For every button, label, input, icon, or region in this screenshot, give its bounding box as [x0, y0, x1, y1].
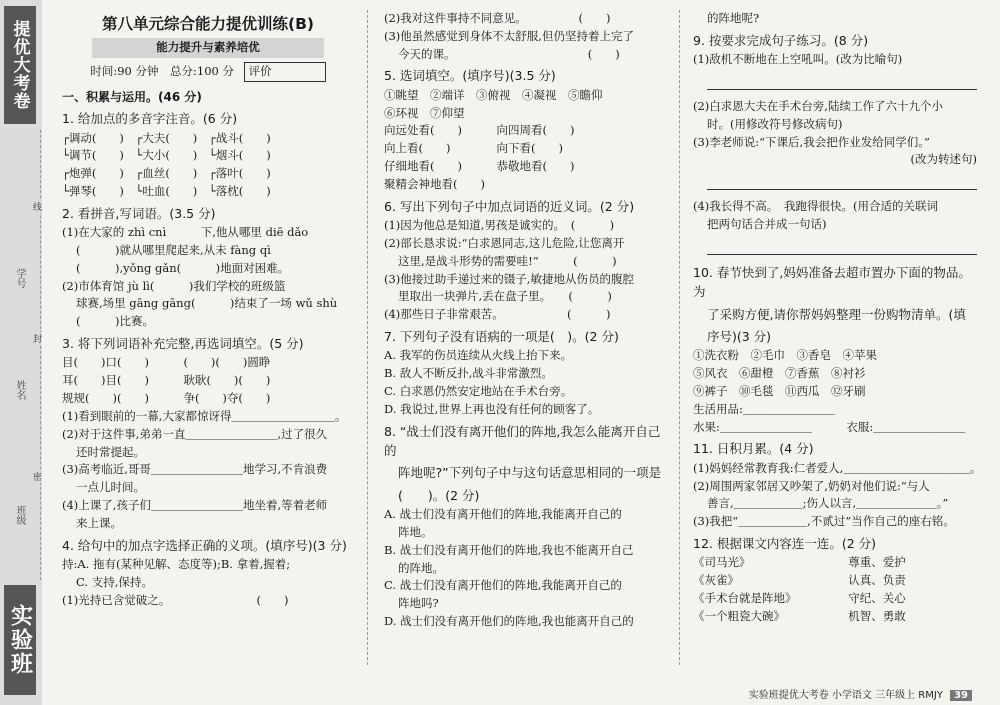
score-box[interactable] — [244, 62, 326, 82]
question-line: A. 我军的伤员连续从火线上抬下来。 — [384, 348, 573, 363]
question-line: (4)上课了,孩子们＿＿＿＿＿＿＿＿地坐着,等着老师 — [62, 497, 328, 512]
question-line: 《灰雀》 认真、负责 — [693, 573, 906, 588]
question-stem: 2. 看拼音,写词语。(3.5 分) — [62, 205, 216, 221]
column-3 — [693, 10, 982, 626]
page-title: 第八单元综合能力提优训练(B) — [102, 15, 314, 33]
exam-meta — [62, 62, 354, 82]
question-line: (3)他接过助手递过来的镊子,敏捷地从伤员的腹腔 — [384, 271, 634, 286]
question-line: (1)因为他总是知道,男孩是诚实的。 ( ) — [384, 218, 615, 233]
side-binding-strip — [0, 0, 42, 705]
column-divider — [679, 10, 680, 665]
question-line: (2)部长恳求说:“白求恩同志,这儿危险,让您离开 — [384, 235, 625, 250]
question-line: (2)我对这件事持不同意见。 ( ) — [384, 11, 611, 25]
column-1-body — [62, 88, 354, 610]
question-line: (2)市体育馆 jù lì( )我们学校的班级篮 — [62, 278, 286, 293]
question-line: 水果:＿＿＿＿＿＿＿＿ 衣服:＿＿＿＿＿＿＿＿ — [693, 419, 966, 434]
question-line: (4)我长得不高。 我跑得很快。(用合适的关联词 — [693, 199, 939, 214]
question-line: 向远处看( ) 向四周看( ) — [384, 123, 575, 138]
question-line: (3)李老师说:“下课后,我会把作业发给同学们。” — [693, 134, 930, 149]
column-2-body — [384, 10, 666, 631]
question-line: 球赛,场里 gāng gāng( )结束了一场 wǔ shù — [76, 296, 338, 311]
answer-line[interactable] — [707, 169, 977, 190]
question-line: (改为转述句) — [910, 152, 977, 167]
page-number: 39 — [950, 690, 972, 701]
question-line: C. 白求恩仍然安定地站在手术台旁。 — [384, 383, 573, 398]
question-line: 生活用品:＿＿＿＿＿＿＿＿ — [693, 401, 835, 416]
question-stem: 9. 按要求完成句子练习。(8 分) — [693, 32, 869, 48]
question-line: ┌调动( ) ┌大夫( ) ┌战斗( ) — [62, 130, 271, 145]
question-line: ⑥环视 ⑦仰望 — [384, 105, 465, 120]
section-heading: 一、积累与运用。(46 分) — [62, 89, 202, 104]
brand-label-top: 提优大考卷 — [4, 6, 36, 124]
student-id-field: 学号 — [14, 268, 25, 288]
student-name-field: 姓名 — [14, 380, 25, 400]
question-stem: 序号)(3 分) — [707, 329, 772, 344]
seal-mark-dense: 密 — [33, 470, 42, 483]
question-line: ①眺望 ②端详 ③俯视 ④凝视 ⑤瞻仰 — [384, 87, 603, 102]
question-line: D. 我说过,世界上再也没有任何的顾客了。 — [384, 401, 600, 416]
question-line: 来上课。 — [76, 515, 122, 530]
question-line: (3)高考临近,哥哥＿＿＿＿＿＿＿＿地学习,不肯浪费 — [62, 462, 328, 477]
question-line: C. 支持,保持。 — [76, 574, 153, 589]
question-line: 持:A. 拖有(某种见解、态度等);B. 拿着,握着; — [62, 556, 291, 571]
question-stem: 3. 将下列词语补充完整,再选词填空。(5 分) — [62, 336, 304, 352]
question-line: ┌炮弹( ) ┌血丝( ) ┌落叶( ) — [62, 166, 271, 181]
question-line: ①洗衣粉 ②毛巾 ③香皂 ④苹果 — [693, 348, 877, 363]
question-stem: 1. 给加点的多音字注音。(6 分) — [62, 111, 238, 127]
question-line: 把两句话合并成一句话) — [707, 217, 827, 232]
question-line: (4)那些日子非常艰苦。 ( ) — [384, 307, 611, 322]
column-1 — [62, 10, 354, 609]
page-footer — [749, 686, 972, 701]
question-stem: 6. 写出下列句子中加点词语的近义词。(2 分) — [384, 198, 635, 214]
question-line: ⑤风衣 ⑥甜橙 ⑦香蕉 ⑧衬衫 — [693, 366, 866, 381]
question-line: └弹琴( ) └吐血( ) └落枕( ) — [62, 184, 271, 199]
page-subtitle: 能力提升与素养培优 — [92, 38, 324, 58]
question-line: 耳( )目( ) 耿耿( )( ) — [62, 373, 271, 388]
question-stem: 7. 下列句子没有语病的一项是( )。(2 分) — [384, 328, 619, 344]
question-line: 《司马光》 尊重、爱护 — [693, 555, 906, 570]
question-line: 还时常提起。 — [76, 444, 145, 459]
question-line: (1)光持已含觉破之。 ( ) — [62, 592, 289, 607]
question-line: (1)看到眼前的一幕,大家都惊讶得＿＿＿＿＿＿＿＿＿。 — [62, 408, 347, 423]
question-line: 仔细地看( ) 恭敬地看( ) — [384, 159, 575, 174]
question-stem: 11. 日积月累。(4 分) — [693, 441, 814, 457]
question-line: (2)白求恩大夫在手术台旁,陆续工作了六十九个小 — [693, 99, 943, 113]
question-line: └调节( ) └大小( ) └烟斗( ) — [62, 148, 271, 163]
column-3-body — [693, 10, 982, 626]
question-line: C. 战士们没有离开他们的阵地,我能离开自己的 — [384, 578, 622, 593]
question-line: (1)敌机不断地在上空吼叫。(改为比喻句) — [693, 52, 903, 67]
column-2 — [384, 10, 666, 631]
question-line: (2)对于这件事,弟弟一直＿＿＿＿＿＿＿＿,过了很久 — [62, 426, 328, 441]
answer-line[interactable] — [707, 69, 977, 90]
question-line: 规规( )( ) 争( )夺( ) — [62, 391, 271, 406]
column-divider — [367, 10, 368, 665]
question-line: 《手术台就是阵地》 守纪、关心 — [693, 591, 906, 606]
question-stem: 12. 根据课文内容连一连。(2 分) — [693, 536, 877, 552]
question-line: ( )比赛。 — [76, 314, 154, 329]
question-stem: ( )。(2 分) — [398, 487, 480, 503]
question-line: ( ),yǒng gǎn( )地面对困难。 — [76, 260, 290, 275]
question-line: (1)妈妈经常教育我:仁者爱人,＿＿＿＿＿＿＿＿＿＿＿。 — [693, 460, 982, 475]
question-line: 阵地。 — [398, 524, 433, 539]
question-stem: 阵地呢?”下列句子中与这句话意思相同的一项是 — [398, 465, 662, 481]
question-line: 这里,是战斗形势的需要哇!” ( ) — [398, 253, 617, 268]
question-line: A. 战士们没有离开他们的阵地,我能离开自己的 — [384, 507, 622, 522]
question-line: 时。(用修改符号修改病句) — [707, 116, 843, 131]
score-label: 评价 — [248, 63, 272, 78]
seal-mark-seal: 封 — [33, 332, 42, 345]
question-stem: 5. 选词填空。(填序号)(3.5 分) — [384, 68, 556, 84]
answer-line[interactable] — [707, 234, 977, 255]
question-stem: 了采购方便,请你帮妈妈整理一份购物清单。(填 — [707, 306, 966, 322]
question-line: D. 战士们没有离开他们的阵地,我也能离开自己的 — [384, 613, 634, 628]
question-line: 阵地吗? — [398, 596, 439, 611]
cut-line — [40, 130, 41, 580]
question-line: 的阵地。 — [398, 560, 444, 575]
question-line: ( )就从哪里爬起来,从未 fàng qì — [76, 243, 271, 258]
question-line: 聚精会神地看( ) — [384, 176, 485, 191]
question-line: 一点儿时间。 — [76, 480, 145, 495]
question-line: (1)在大家的 zhì cnì 下,他从哪里 diē dǎo — [62, 225, 309, 240]
question-line: B. 战士们没有离开他们的阵地,我也不能离开自己 — [384, 542, 634, 557]
seal-mark-line: 线 — [33, 200, 42, 213]
question-line: ⑨裤子 ⑩毛毯 ⑪西瓜 ⑫牙刷 — [693, 384, 866, 398]
question-stem: 10. 春节快到了,妈妈准备去超市置办下面的物品。为 — [693, 264, 971, 300]
question-line: (3)我把“＿＿＿＿＿＿,不贰过”当作自己的座右铭。 — [693, 514, 955, 529]
time-score-text: 时间:90 分钟 总分:100 分 — [90, 63, 234, 78]
question-line: 的阵地呢? — [707, 11, 760, 25]
question-stem: 4. 给句中的加点字选择正确的义项。(填序号)(3 分) — [62, 537, 347, 553]
class-field: 班级 — [14, 505, 25, 525]
question-line: (3)他虽然感觉到身体不太舒服,但仍坚持着上完了 — [384, 28, 634, 43]
question-line: (2)周围两家邻居又吵架了,奶奶对他们说:“与人 — [693, 478, 930, 493]
question-line: 今天的课。 ( ) — [398, 46, 620, 61]
question-line: 《一个粗瓷大碗》 机智、勇敢 — [693, 608, 906, 623]
question-line: 善言,＿＿＿＿＿＿;伤人以言,＿＿＿＿＿＿＿。” — [707, 496, 949, 511]
question-line: 里取出一块弹片,丢在盘子里。 ( ) — [398, 289, 612, 304]
question-line: B. 敌人不断反扑,战斗非常激烈。 — [384, 366, 553, 381]
footer-text: 实验班提优大考卷 小学语文 三年级上 RMJY — [748, 690, 943, 701]
question-line: 目( )口( ) ( )( )圆睁 — [62, 355, 271, 370]
brand-label-bottom: 实验班 — [4, 585, 36, 695]
question-line: 向上看( ) 向下看( ) — [384, 141, 563, 156]
question-stem: 8. “战士们没有离开他们的阵地,我怎么能离开自己的 — [384, 423, 661, 458]
